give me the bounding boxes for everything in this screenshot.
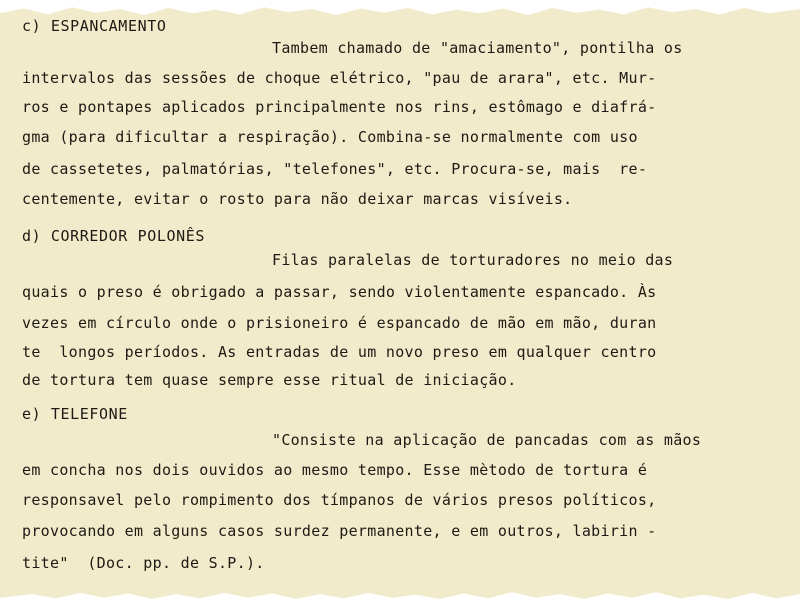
paragraph-line: gma (para dificultar a respiração). Combina-se normalmente com uso: [22, 128, 638, 146]
section-heading-corredor-polones: d) CORREDOR POLONÊS: [22, 227, 205, 245]
paragraph-line: em concha nos dois ouvidos ao mesmo tempo. Esse mètodo de tortura é: [22, 461, 648, 479]
section-heading-espancamento: c) ESPANCAMENTO: [22, 17, 167, 35]
paragraph-line: Tambem chamado de "amaciamento", pontilha os: [272, 39, 683, 57]
paragraph-line: ros e pontapes aplicados principalmente nos rins, estômago e diafrá-: [22, 98, 657, 116]
paragraph-line: tite" (Doc. pp. de S.P.).: [22, 554, 265, 572]
paragraph-line: quais o preso é obrigado a passar, sendo violentamente espancado. Às: [22, 283, 657, 301]
paragraph-line: vezes em círculo onde o prisioneiro é espancado de mão em mão, duran: [22, 314, 657, 332]
paragraph-line: de tortura tem quase sempre esse ritual de iniciação.: [22, 371, 517, 389]
paragraph-line: intervalos das sessões de choque elétrico, "pau de arara", etc. Mur-: [22, 69, 657, 87]
paragraph-line: provocando em alguns casos surdez permanente, e em outros, labirin -: [22, 522, 657, 540]
paragraph-line: responsavel pelo rompimento dos tímpanos de vários presos políticos,: [22, 491, 657, 509]
paragraph-line: de cassetetes, palmatórias, "telefones", etc. Procura-se, mais re-: [22, 160, 648, 178]
paragraph-line: te longos períodos. As entradas de um novo preso em qualquer centro: [22, 343, 657, 361]
section-heading-telefone: e) TELEFONE: [22, 405, 128, 423]
paragraph-line: Filas paralelas de torturadores no meio das: [272, 251, 674, 269]
paragraph-line: centemente, evitar o rosto para não deixar marcas visíveis.: [22, 190, 573, 208]
paragraph-line: "Consiste na aplicação de pancadas com as mãos: [272, 431, 702, 449]
